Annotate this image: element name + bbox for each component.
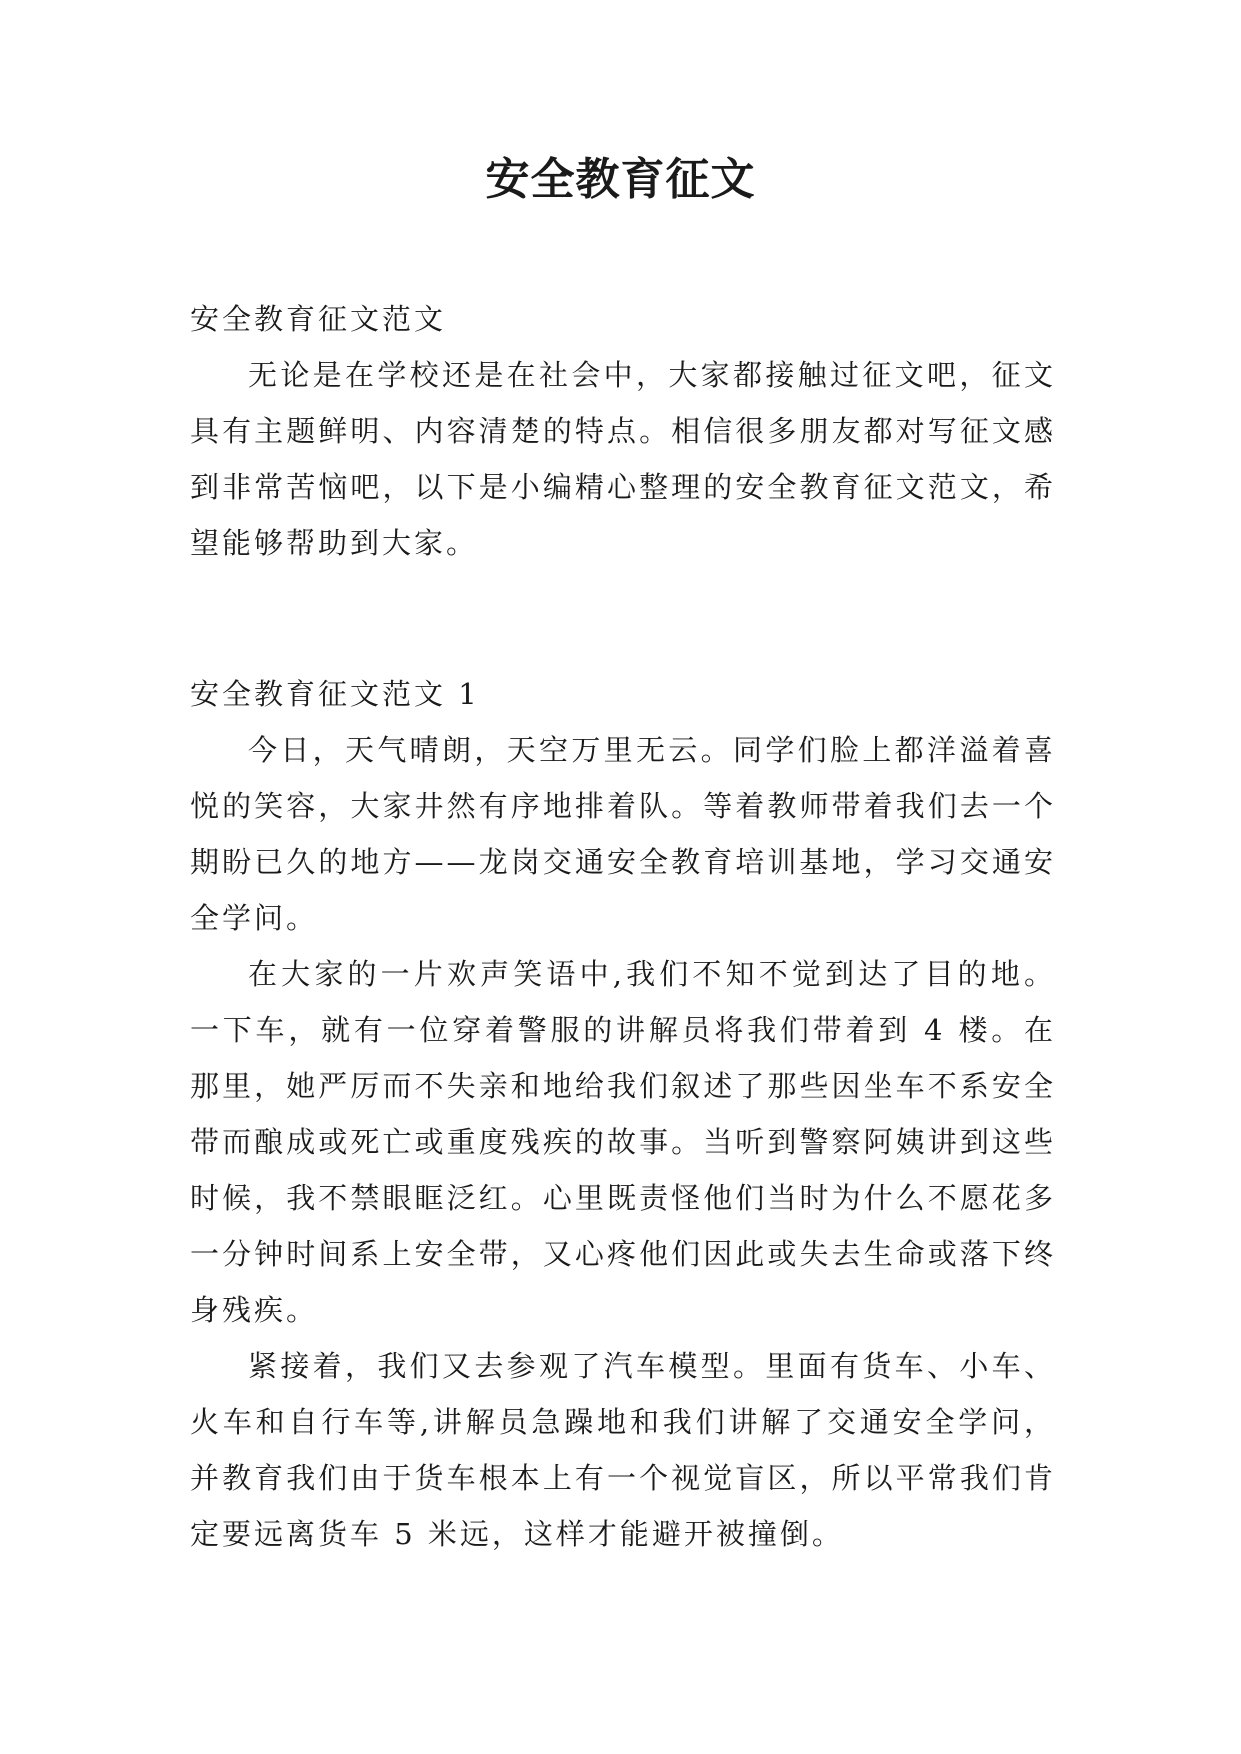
sample1-heading: 安全教育征文范文 1 [190,677,480,711]
sample1-paragraph: 紧接着，我们又去参观了汽车模型。里面有货车、小车、火车和自行车等,讲解员急躁地和我们讲解了交通安全学问，并教育我们由于货车根本上有一个视觉盲区，所以平常我们肯定要远离货车 5 米远，这样才能避开被撞倒。 [190,1349,1056,1551]
document-body [190,291,1056,1562]
sample1-paragraph: 在大家的一片欢声笑语中,我们不知不觉到达了目的地。一下车，就有一位穿着警服的讲解员将我们带着到 4 楼。在那里，她严厉而不失亲和地给我们叙述了那些因坐车不系安全带而酿成或死亡或重度残疾的故事。当听到警察阿姨讲到这些时候，我不禁眼眶泛红。心里既责怪他们当时为什么不愿花多一分钟时间系上安全带，又心疼他们因此或失去生命或落下终身残疾。 [190,957,1056,1327]
section-spacer [190,571,1056,666]
intro-paragraph: 无论是在学校还是在社会中，大家都接触过征文吧，征文具有主题鲜明、内容清楚的特点。相信很多朋友都对写征文感到非常苦恼吧，以下是小编精心整理的安全教育征文范文，希望能够帮助到大家。 [190,358,1056,560]
sample1-paragraph: 今日，天气晴朗，天空万里无云。同学们脸上都洋溢着喜悦的笑容，大家井然有序地排着队。等着教师带着我们去一个期盼已久的地方——龙岗交通安全教育培训基地，学习交通安全学问。 [190,733,1056,935]
document-title: 安全教育征文 [485,154,756,205]
intro-heading: 安全教育征文范文 [190,302,447,336]
